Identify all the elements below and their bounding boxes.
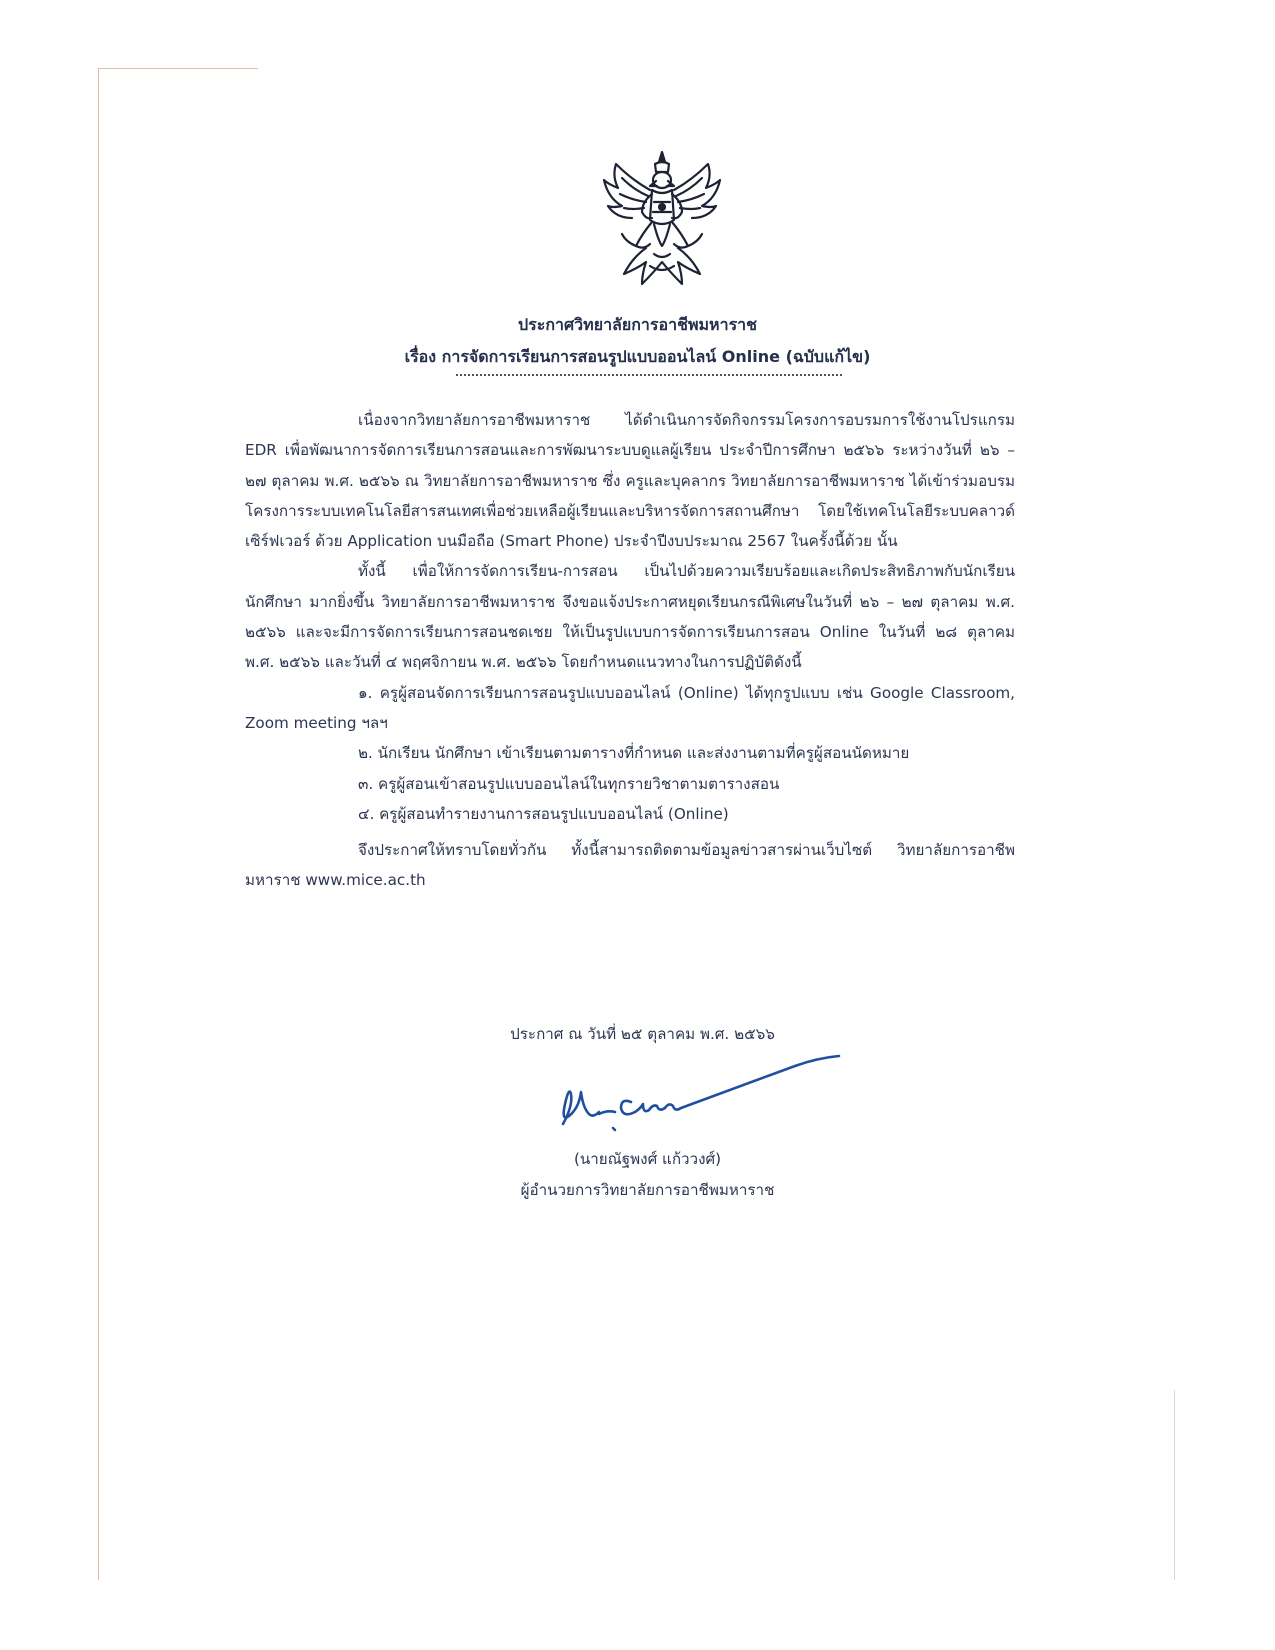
signature-icon bbox=[555, 1052, 845, 1142]
body-paragraph: ทั้งนี้ เพื่อให้การจัดการเรียน-การสอน เป็นไปด้วยความเรียบร้อยและเกิดประสิทธิภาพกับนักเรียน นักศึกษา มากยิ่งขึ้น วิทยาลัยการอาชีพมหาราช จึงขอแจ้งประกาศหยุดเรียนกรณีพิเศษในวันที่ ๒๖ – ๒๗ ตุลาคม พ.ศ. ๒๕๖๖ และจะมีการจัดการเรียนการสอนชดเชย ให้เป็นรูปแบบการจัดการเรียนการสอน Online ในวันที่ ๒๘ ตุลาคม พ.ศ. ๒๕๖๖ และวันที่ ๔ พฤศจิกายน พ.ศ. ๒๕๖๖ โดยกำหนดแนวทางในการปฏิบัติดังนี้ bbox=[245, 562, 1015, 672]
list-item: ๔. ครูผู้สอนทำรายงานการสอนรูปแบบออนไลน์ (Online) bbox=[358, 804, 729, 823]
divider bbox=[456, 374, 842, 376]
signer-title: ผู้อำนวยการวิทยาลัยการอาชีพมหาราช bbox=[520, 1181, 775, 1199]
scan-edge bbox=[98, 68, 258, 69]
announcement-heading: ประกาศวิทยาลัยการอาชีพมหาราช bbox=[517, 315, 758, 334]
body-paragraph: เนื่องจากวิทยาลัยการอาชีพมหาราช ได้ดำเนินการจัดกิจกรรมโครงการอบรมการใช้งานโปรแกรม EDR เพื่อพัฒนาการจัดการเรียนการสอนและการพัฒนาระบบดูแลผู้เรียน ประจำปีการศึกษา ๒๕๖๖ ระหว่างวันที่ ๒๖ – ๒๗ ตุลาคม พ.ศ. ๒๕๖๖ ณ วิทยาลัยการอาชีพมหาราช ซึ่ง ครูและบุคลากร วิทยาลัยการอาชีพมหาราช ได้เข้าร่วมอบรมโครงการระบบเทคโนโลยีสารสนเทศเพื่อช่วยเหลือผู้เรียนและบริหารจัดการสถานศึกษา โดยใช้เทคโนโลยีระบบคลาวด์เซิร์ฟเวอร์ ด้วย Application บนมือถือ (Smart Phone) ประจำปีงบประมาณ 2567 ในครั้งนี้ด้วย นั้น bbox=[245, 411, 1015, 551]
announcement-date: ประกาศ ณ วันที่ ๒๕ ตุลาคม พ.ศ. ๒๕๖๖ bbox=[510, 1025, 775, 1043]
garuda-emblem-icon bbox=[602, 150, 722, 286]
list-item: ๒. นักเรียน นักศึกษา เข้าเรียนตามตารางที่กำหนด และส่งงานตามที่ครูผู้สอนนัดหมาย bbox=[358, 744, 910, 763]
announcement-subject: เรื่อง การจัดการเรียนการสอนรูปแบบออนไลน์ Online (ฉบับแก้ไข) bbox=[404, 347, 871, 366]
list-item: ๓. ครูผู้สอนเข้าสอนรูปแบบออนไลน์ในทุกรายวิชาตามตารางสอน bbox=[358, 774, 780, 793]
list-item: ๑. ครูผู้สอนจัดการเรียนการสอนรูปแบบออนไลน์ (Online) ได้ทุกรูปแบบ เช่น Google Classroom, Zoom meeting ฯลฯ bbox=[245, 683, 1015, 732]
document-body bbox=[245, 405, 1015, 896]
scan-edge bbox=[1174, 1390, 1175, 1580]
signer-name: (นายณัฐพงศ์ แก้ววงศ์) bbox=[573, 1150, 722, 1168]
closing-paragraph: จึงประกาศให้ทราบโดยทั่วกัน ทั้งนี้สามารถติดตามข้อมูลข่าวสารผ่านเว็บไซต์ วิทยาลัยการอาชีพมหาราช www.mice.ac.th bbox=[245, 841, 1015, 890]
scan-edge bbox=[98, 68, 99, 1580]
